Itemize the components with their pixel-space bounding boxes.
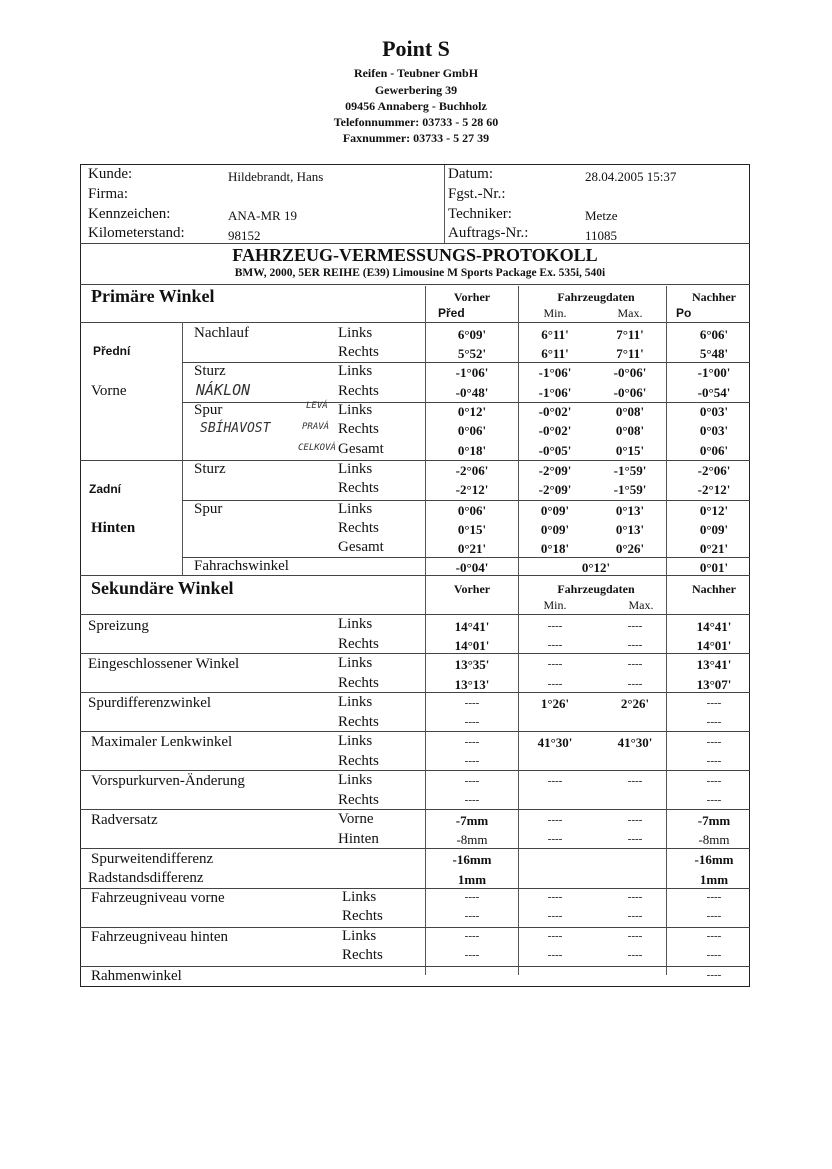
primary-row-3-min: -1°06' — [538, 365, 572, 380]
s-links-2: Links — [338, 655, 373, 671]
primary-row-9-min: -2°09' — [538, 482, 572, 497]
col-fahrzeugdaten: Fahrzeugdaten — [557, 290, 635, 304]
celkova-handwriting: CELKOVÁ — [298, 443, 336, 453]
primary-row-9-nachher: -2°12' — [697, 482, 731, 497]
primary-row-8-max: -1°59' — [613, 463, 647, 478]
primary-row-7-vorher: 0°18' — [457, 443, 487, 458]
niveau-hinten-label: Fahrzeugniveau hinten — [91, 929, 229, 945]
einges-rechts-nachher: 13°07' — [696, 677, 732, 692]
radstand-vorher: 1mm — [457, 872, 487, 887]
dash-cell-35: ---- — [464, 930, 480, 942]
primary-col-divider-left — [182, 322, 183, 575]
sec-col-vorher: Vorher — [453, 582, 491, 596]
primary-line-4 — [182, 500, 750, 501]
primary-row-1-max: 7°11' — [616, 327, 644, 342]
sturz-hinten-label: Sturz — [194, 461, 226, 477]
primary-col-divider-nachher — [666, 286, 667, 975]
s-links-8: Links — [342, 889, 377, 905]
primary-row-12-min: 0°18' — [540, 541, 570, 556]
p-rechts-4: Rechts — [338, 480, 379, 496]
primary-row-2-nachher: 5°48' — [699, 346, 729, 361]
spur-vorne-label: Spur — [194, 402, 223, 418]
dash-cell-18: ---- — [547, 775, 563, 787]
spurdiff-label: Spurdifferenzwinkel — [88, 695, 212, 711]
dash-cell-6: ---- — [627, 658, 643, 670]
einges-rechts-vorher: 13°13' — [454, 677, 490, 692]
auftrag-label: Auftrags-Nr.: — [448, 225, 529, 241]
dash-cell-12: ---- — [706, 716, 722, 728]
primary-row-5-max: 0°08' — [615, 404, 645, 419]
dash-cell-22: ---- — [706, 794, 722, 806]
radstand-nachher: 1mm — [699, 872, 729, 887]
primary-row-4-min: -1°06' — [538, 385, 572, 400]
p-links-5: Links — [338, 501, 373, 517]
primary-row-4-nachher: -0°54' — [697, 385, 731, 400]
radstand-label: Radstandsdifferenz — [88, 870, 204, 886]
km-label: Kilometerstand: — [88, 225, 185, 241]
primary-row-10-min: 0°09' — [540, 503, 570, 518]
primary-row-6-min: -0°02' — [538, 423, 572, 438]
sec-line-5 — [80, 809, 750, 810]
sec-line-1 — [80, 653, 750, 654]
radversatz-vorne-vorher: -7mm — [455, 813, 489, 828]
fahrachs-nachher: 0°01' — [699, 560, 729, 575]
secondary-head-line — [80, 614, 750, 615]
info-divider — [444, 165, 445, 243]
fahrachs-vorher: -0°04' — [455, 560, 489, 575]
datum-value: 28.04.2005 15:37 — [585, 169, 677, 184]
primary-row-10-nachher: 0°12' — [699, 503, 729, 518]
radversatz-hinten-nachher: -8mm — [698, 832, 730, 847]
primary-row-5-min: -0°02' — [538, 404, 572, 419]
sec-line-2 — [80, 692, 750, 693]
dash-cell-39: ---- — [464, 949, 480, 961]
radversatz-label: Radversatz — [91, 812, 158, 828]
dash-cell-7: ---- — [547, 678, 563, 690]
lenk-max: 41°30' — [617, 735, 653, 750]
primary-row-10-max: 0°13' — [615, 503, 645, 518]
dash-cell-25: ---- — [547, 833, 563, 845]
primary-line-3 — [80, 460, 750, 461]
p-links-2: Links — [338, 363, 373, 379]
dash-cell-24: ---- — [627, 814, 643, 826]
s-links-1: Links — [338, 616, 373, 632]
col-vorher: Vorher — [453, 290, 491, 304]
lenkwinkel-label: Maximaler Lenkwinkel — [91, 734, 233, 750]
km-value: 98152 — [228, 228, 261, 243]
primary-row-11-min: 0°09' — [540, 522, 570, 537]
dash-cell-40: ---- — [547, 949, 563, 961]
dash-cell-14: ---- — [706, 736, 722, 748]
company-subtitle: Reifen - Teubner GmbH — [353, 66, 479, 80]
primary-bottom-line — [80, 575, 750, 576]
spreizung-links-vorher: 14°41' — [454, 619, 490, 634]
s-rechts-1: Rechts — [338, 636, 379, 652]
primary-col-divider-vorher — [425, 286, 426, 975]
dash-cell-2: ---- — [627, 620, 643, 632]
primary-row-9-vorher: -2°12' — [455, 482, 489, 497]
primary-row-7-max: 0°15' — [615, 443, 645, 458]
nachlauf-label: Nachlauf — [194, 325, 249, 341]
einges-links-nachher: 13°41' — [696, 657, 732, 672]
dash-cell-31: ---- — [464, 910, 480, 922]
sec-line-3 — [80, 731, 750, 732]
spreizung-rechts-vorher: 14°01' — [454, 638, 490, 653]
col-min: Min. — [543, 306, 567, 320]
datum-label: Datum: — [448, 166, 493, 182]
info-bottom-line — [80, 243, 750, 244]
dash-cell-1: ---- — [547, 620, 563, 632]
col-max: Max. — [617, 306, 643, 320]
dash-cell-38: ---- — [706, 930, 722, 942]
primary-row-3-max: -0°06' — [613, 365, 647, 380]
primary-row-11-nachher: 0°09' — [699, 522, 729, 537]
dash-cell-11: ---- — [464, 716, 480, 728]
s-rechts-9: Rechts — [342, 947, 383, 963]
dash-cell-26: ---- — [627, 833, 643, 845]
p-gesamt-5: Gesamt — [338, 539, 384, 555]
p-rechts-3: Rechts — [338, 421, 379, 437]
primary-row-8-min: -2°09' — [538, 463, 572, 478]
leva-handwriting: LEVÁ — [306, 401, 328, 411]
primary-row-8-vorher: -2°06' — [455, 463, 489, 478]
sturz-vorne-label: Sturz — [194, 363, 226, 379]
dash-cell-21: ---- — [464, 794, 480, 806]
primary-row-9-max: -1°59' — [613, 482, 647, 497]
primary-row-2-max: 7°11' — [616, 346, 644, 361]
p-gesamt-3: Gesamt — [338, 441, 384, 457]
company-street: Gewerbering 39 — [374, 83, 458, 97]
dash-cell-27: ---- — [464, 891, 480, 903]
sec-col-min: Min. — [543, 598, 567, 612]
primary-row-6-vorher: 0°06' — [457, 423, 487, 438]
kunde-label: Kunde: — [88, 166, 133, 182]
dash-cell-9: ---- — [464, 697, 480, 709]
dash-cell-23: ---- — [547, 814, 563, 826]
dash-cell-8: ---- — [627, 678, 643, 690]
s-rechts-2: Rechts — [338, 675, 379, 691]
dash-cell-37: ---- — [627, 930, 643, 942]
company-fax: Faxnummer: 03733 - 5 27 39 — [342, 131, 490, 145]
dash-cell-20: ---- — [706, 775, 722, 787]
primary-row-8-nachher: -2°06' — [697, 463, 731, 478]
predni-label: Přední — [93, 344, 131, 358]
p-rechts-1: Rechts — [338, 344, 379, 360]
p-rechts-2: Rechts — [338, 383, 379, 399]
auftrag-value: 11085 — [585, 228, 618, 243]
sec-line-4 — [80, 770, 750, 771]
dash-cell-19: ---- — [627, 775, 643, 787]
dash-cell-42: ---- — [706, 949, 722, 961]
primary-row-4-max: -0°06' — [613, 385, 647, 400]
primary-row-12-max: 0°26' — [615, 541, 645, 556]
dash-cell-43: ---- — [706, 969, 722, 981]
primary-row-3-vorher: -1°06' — [455, 365, 489, 380]
p-links-4: Links — [338, 461, 373, 477]
primary-row-6-max: 0°08' — [615, 423, 645, 438]
primary-row-12-nachher: 0°21' — [699, 541, 729, 556]
spurweite-label: Spurweitendifferenz — [91, 851, 214, 867]
primary-row-7-nachher: 0°06' — [699, 443, 729, 458]
title-bottom-line — [80, 284, 750, 285]
primary-row-2-vorher: 5°52' — [457, 346, 487, 361]
fgst-label: Fgst.-Nr.: — [448, 186, 506, 202]
primary-row-11-vorher: 0°15' — [457, 522, 487, 537]
s-links-3: Links — [338, 694, 373, 710]
dash-cell-33: ---- — [627, 910, 643, 922]
dash-cell-15: ---- — [464, 755, 480, 767]
sec-col-nachher: Nachher — [692, 582, 736, 596]
sec-line-9 — [80, 966, 750, 967]
primary-title: Primäre Winkel — [91, 286, 215, 306]
naklon-handwriting: NÁKLON — [196, 381, 251, 399]
dash-cell-32: ---- — [547, 910, 563, 922]
spur-hinten-label: Spur — [194, 501, 223, 517]
s-links-4: Links — [338, 733, 373, 749]
vehicle-description: BMW, 2000, 5ER REIHE (E39) Limousine M Sports Package Ex. 535i, 540i — [234, 267, 606, 279]
dash-cell-10: ---- — [706, 697, 722, 709]
eingeschlossen-label: Eingeschlossener Winkel — [88, 656, 240, 672]
sec-line-6 — [80, 848, 750, 849]
spreizung-label: Spreizung — [88, 618, 149, 634]
firma-label: Firma: — [88, 186, 128, 202]
primary-row-7-min: -0°05' — [538, 443, 572, 458]
dash-cell-4: ---- — [627, 639, 643, 651]
primary-row-3-nachher: -1°00' — [697, 365, 731, 380]
primary-row-1-nachher: 6°06' — [699, 327, 729, 342]
niveau-vorne-label: Fahrzeugniveau vorne — [91, 890, 225, 906]
protocol-title: FAHRZEUG-VERMESSUNGS-PROTOKOLL — [232, 245, 598, 265]
primary-row-4-vorher: -0°48' — [455, 385, 489, 400]
p-links-1: Links — [338, 325, 373, 341]
fahrachs-data: 0°12' — [581, 560, 611, 575]
sec-col-max: Max. — [628, 598, 654, 612]
fahrachswinkel-label: Fahrachswinkel — [194, 558, 289, 574]
col-nachher: Nachher — [692, 290, 736, 304]
s-rechts-5: Rechts — [338, 792, 379, 808]
spurdiff-min: 1°26' — [540, 696, 570, 711]
kennzeichen-value: ANA-MR 19 — [228, 208, 297, 223]
einges-links-vorher: 13°35' — [454, 657, 490, 672]
p-rechts-5: Rechts — [338, 520, 379, 536]
dash-cell-30: ---- — [706, 891, 722, 903]
radversatz-hinten-vorher: -8mm — [456, 832, 488, 847]
spurdiff-max: 2°26' — [620, 696, 650, 711]
s-vorne-6: Vorne — [338, 811, 374, 827]
primary-col-divider-data — [518, 286, 519, 975]
s-rechts-8: Rechts — [342, 908, 383, 924]
techniker-label: Techniker: — [448, 206, 512, 222]
dash-cell-5: ---- — [547, 658, 563, 670]
company-city: 09456 Annaberg - Buchholz — [345, 99, 487, 113]
p-links-3: Links — [338, 402, 373, 418]
spreizung-rechts-nachher: 14°01' — [696, 638, 732, 653]
prava-handwriting: PRAVÁ — [302, 422, 330, 432]
s-hinten-6: Hinten — [338, 831, 379, 847]
kunde-value: Hildebrandt, Hans — [228, 169, 324, 184]
primary-row-10-vorher: 0°06' — [457, 503, 487, 518]
spreizung-links-nachher: 14°41' — [696, 619, 732, 634]
radversatz-vorne-nachher: -7mm — [697, 813, 731, 828]
sec-col-fahrzeugdaten: Fahrzeugdaten — [557, 582, 635, 596]
primary-line-1 — [182, 362, 750, 363]
secondary-title: Sekundäre Winkel — [91, 578, 234, 598]
spurweite-nachher: -16mm — [694, 852, 734, 867]
dash-cell-34: ---- — [706, 910, 722, 922]
s-links-9: Links — [342, 928, 377, 944]
company-phone: Telefonnummer: 03733 - 5 28 60 — [333, 115, 499, 129]
sec-line-7 — [80, 888, 750, 889]
hinten-label: Hinten — [91, 520, 136, 536]
s-rechts-4: Rechts — [338, 753, 379, 769]
techniker-value: Metze — [585, 208, 618, 223]
sbihavost-handwriting: SBÍHAVOST — [200, 421, 271, 436]
col-po: Po — [676, 306, 692, 320]
vorne-label: Vorne — [91, 383, 127, 399]
dash-cell-16: ---- — [706, 755, 722, 767]
primary-line-2 — [182, 402, 750, 403]
dash-cell-29: ---- — [627, 891, 643, 903]
primary-head-line — [80, 322, 750, 323]
col-pred: Před — [438, 306, 465, 320]
primary-row-1-min: 6°11' — [541, 327, 569, 342]
primary-row-6-nachher: 0°03' — [699, 423, 729, 438]
sec-line-8 — [80, 927, 750, 928]
company-name: Point S — [382, 36, 450, 61]
primary-row-12-vorher: 0°21' — [457, 541, 487, 556]
primary-row-11-max: 0°13' — [615, 522, 645, 537]
dash-cell-3: ---- — [547, 639, 563, 651]
primary-row-1-vorher: 6°09' — [457, 327, 487, 342]
dash-cell-41: ---- — [627, 949, 643, 961]
rahmen-label: Rahmenwinkel — [91, 968, 182, 984]
primary-row-2-min: 6°11' — [541, 346, 569, 361]
dash-cell-13: ---- — [464, 736, 480, 748]
lenk-min: 41°30' — [537, 735, 573, 750]
zadni-label: Zadní — [89, 482, 121, 496]
s-links-5: Links — [338, 772, 373, 788]
spurweite-vorher: -16mm — [452, 852, 492, 867]
kennzeichen-label: Kennzeichen: — [88, 206, 171, 222]
dash-cell-28: ---- — [547, 891, 563, 903]
dash-cell-17: ---- — [464, 775, 480, 787]
primary-row-5-vorher: 0°12' — [457, 404, 487, 419]
dash-cell-36: ---- — [547, 930, 563, 942]
vorspur-label: Vorspurkurven-Änderung — [91, 773, 245, 789]
s-rechts-3: Rechts — [338, 714, 379, 730]
primary-row-5-nachher: 0°03' — [699, 404, 729, 419]
